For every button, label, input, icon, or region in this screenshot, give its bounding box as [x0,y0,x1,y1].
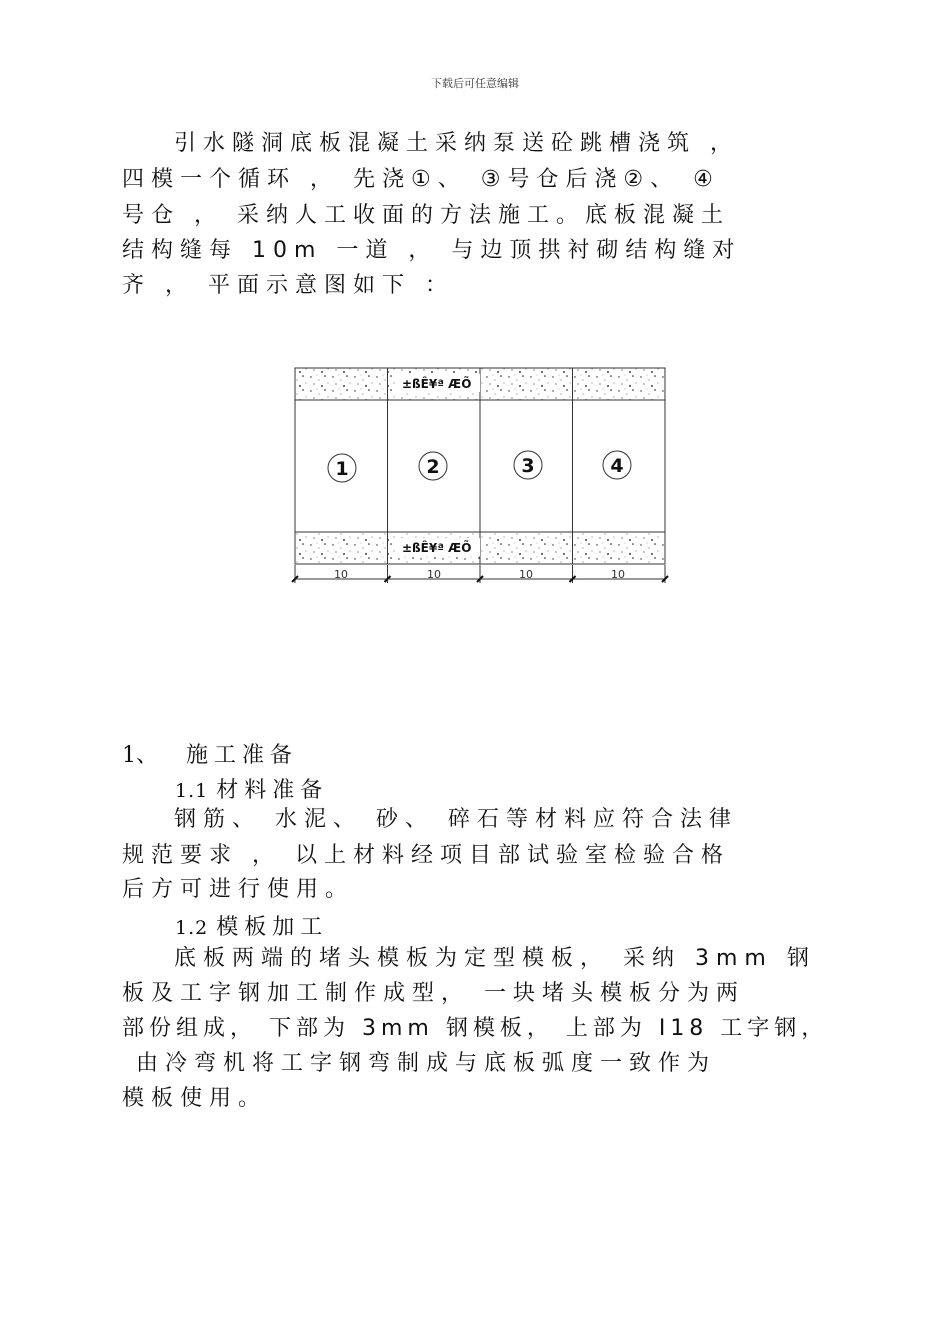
dimension-label-4: 10 [611,568,625,581]
materials-line-2: 规范要求 ， 以上材料经项目部试验室检验合格 [122,843,730,868]
bottom-band-label: ±ßÊ¥ª ÆÕ [402,541,472,555]
intro-line-3: 号仓 ， 采纳人工收面的方法施工。底板混凝土 [122,203,730,228]
dimension-label-3: 10 [519,568,533,581]
subsection-number-2: 1.2 [175,917,209,939]
formwork-line-2: 板及工字钢加工制作成型， 一块堵头模板分为两 [122,981,745,1006]
materials-line-1: 钢筋、 水泥、 砂、 碎石等材料应符合法律 [174,807,738,832]
subsection-title-2: 模板加工 [216,915,329,940]
subsection-heading-2 [175,910,328,941]
subsection-heading-1 [175,773,328,804]
cell-label-2: 2 [426,456,440,478]
cell-label-4: 4 [610,455,624,477]
formwork-line-5: 模板使用。 [122,1086,268,1111]
dimension-label-2: 10 [427,568,441,581]
intro-line-4: 结构缝每 10m 一道 ， 与边顶拱衬砌结构缝对 [122,238,742,263]
cell-label-1: 1 [335,458,349,480]
subsection-title-1: 材料准备 [216,778,329,803]
formwork-line-4: 由冷弯机将工字钢弯制成与底板弧度一致作为 [122,1051,716,1076]
top-band-label: ±ßÊ¥ª ÆÕ [402,377,472,391]
intro-line-1: 引水隧洞底板混凝土采纳泵送砼跳槽浇筑 ， [174,131,739,156]
formwork-line-3: 部份组成， 下部为 3mm 钢模板， 上部为 I18 工字钢， [122,1016,829,1041]
formwork-line-1: 底板两端的堵头模板为定型模板， 采纳 3mm 钢 [174,946,816,971]
plan-diagram [0,360,950,600]
intro-line-2: 四模一个循环 ， 先浇①、 ③号仓后浇②、 ④ [122,167,720,192]
section-heading [122,738,298,769]
intro-line-5: 齐 ， 平面示意图如下 ： [122,273,454,298]
cell-label-3: 3 [521,455,535,477]
section-number: 1、 [122,743,158,768]
materials-line-3: 后方可进行使用。 [122,877,355,902]
page-header: 下载后可任意编辑 [431,77,519,90]
dimension-label-1: 10 [334,568,348,581]
section-title: 施工准备 [186,743,299,768]
subsection-number-1: 1.1 [175,780,209,802]
